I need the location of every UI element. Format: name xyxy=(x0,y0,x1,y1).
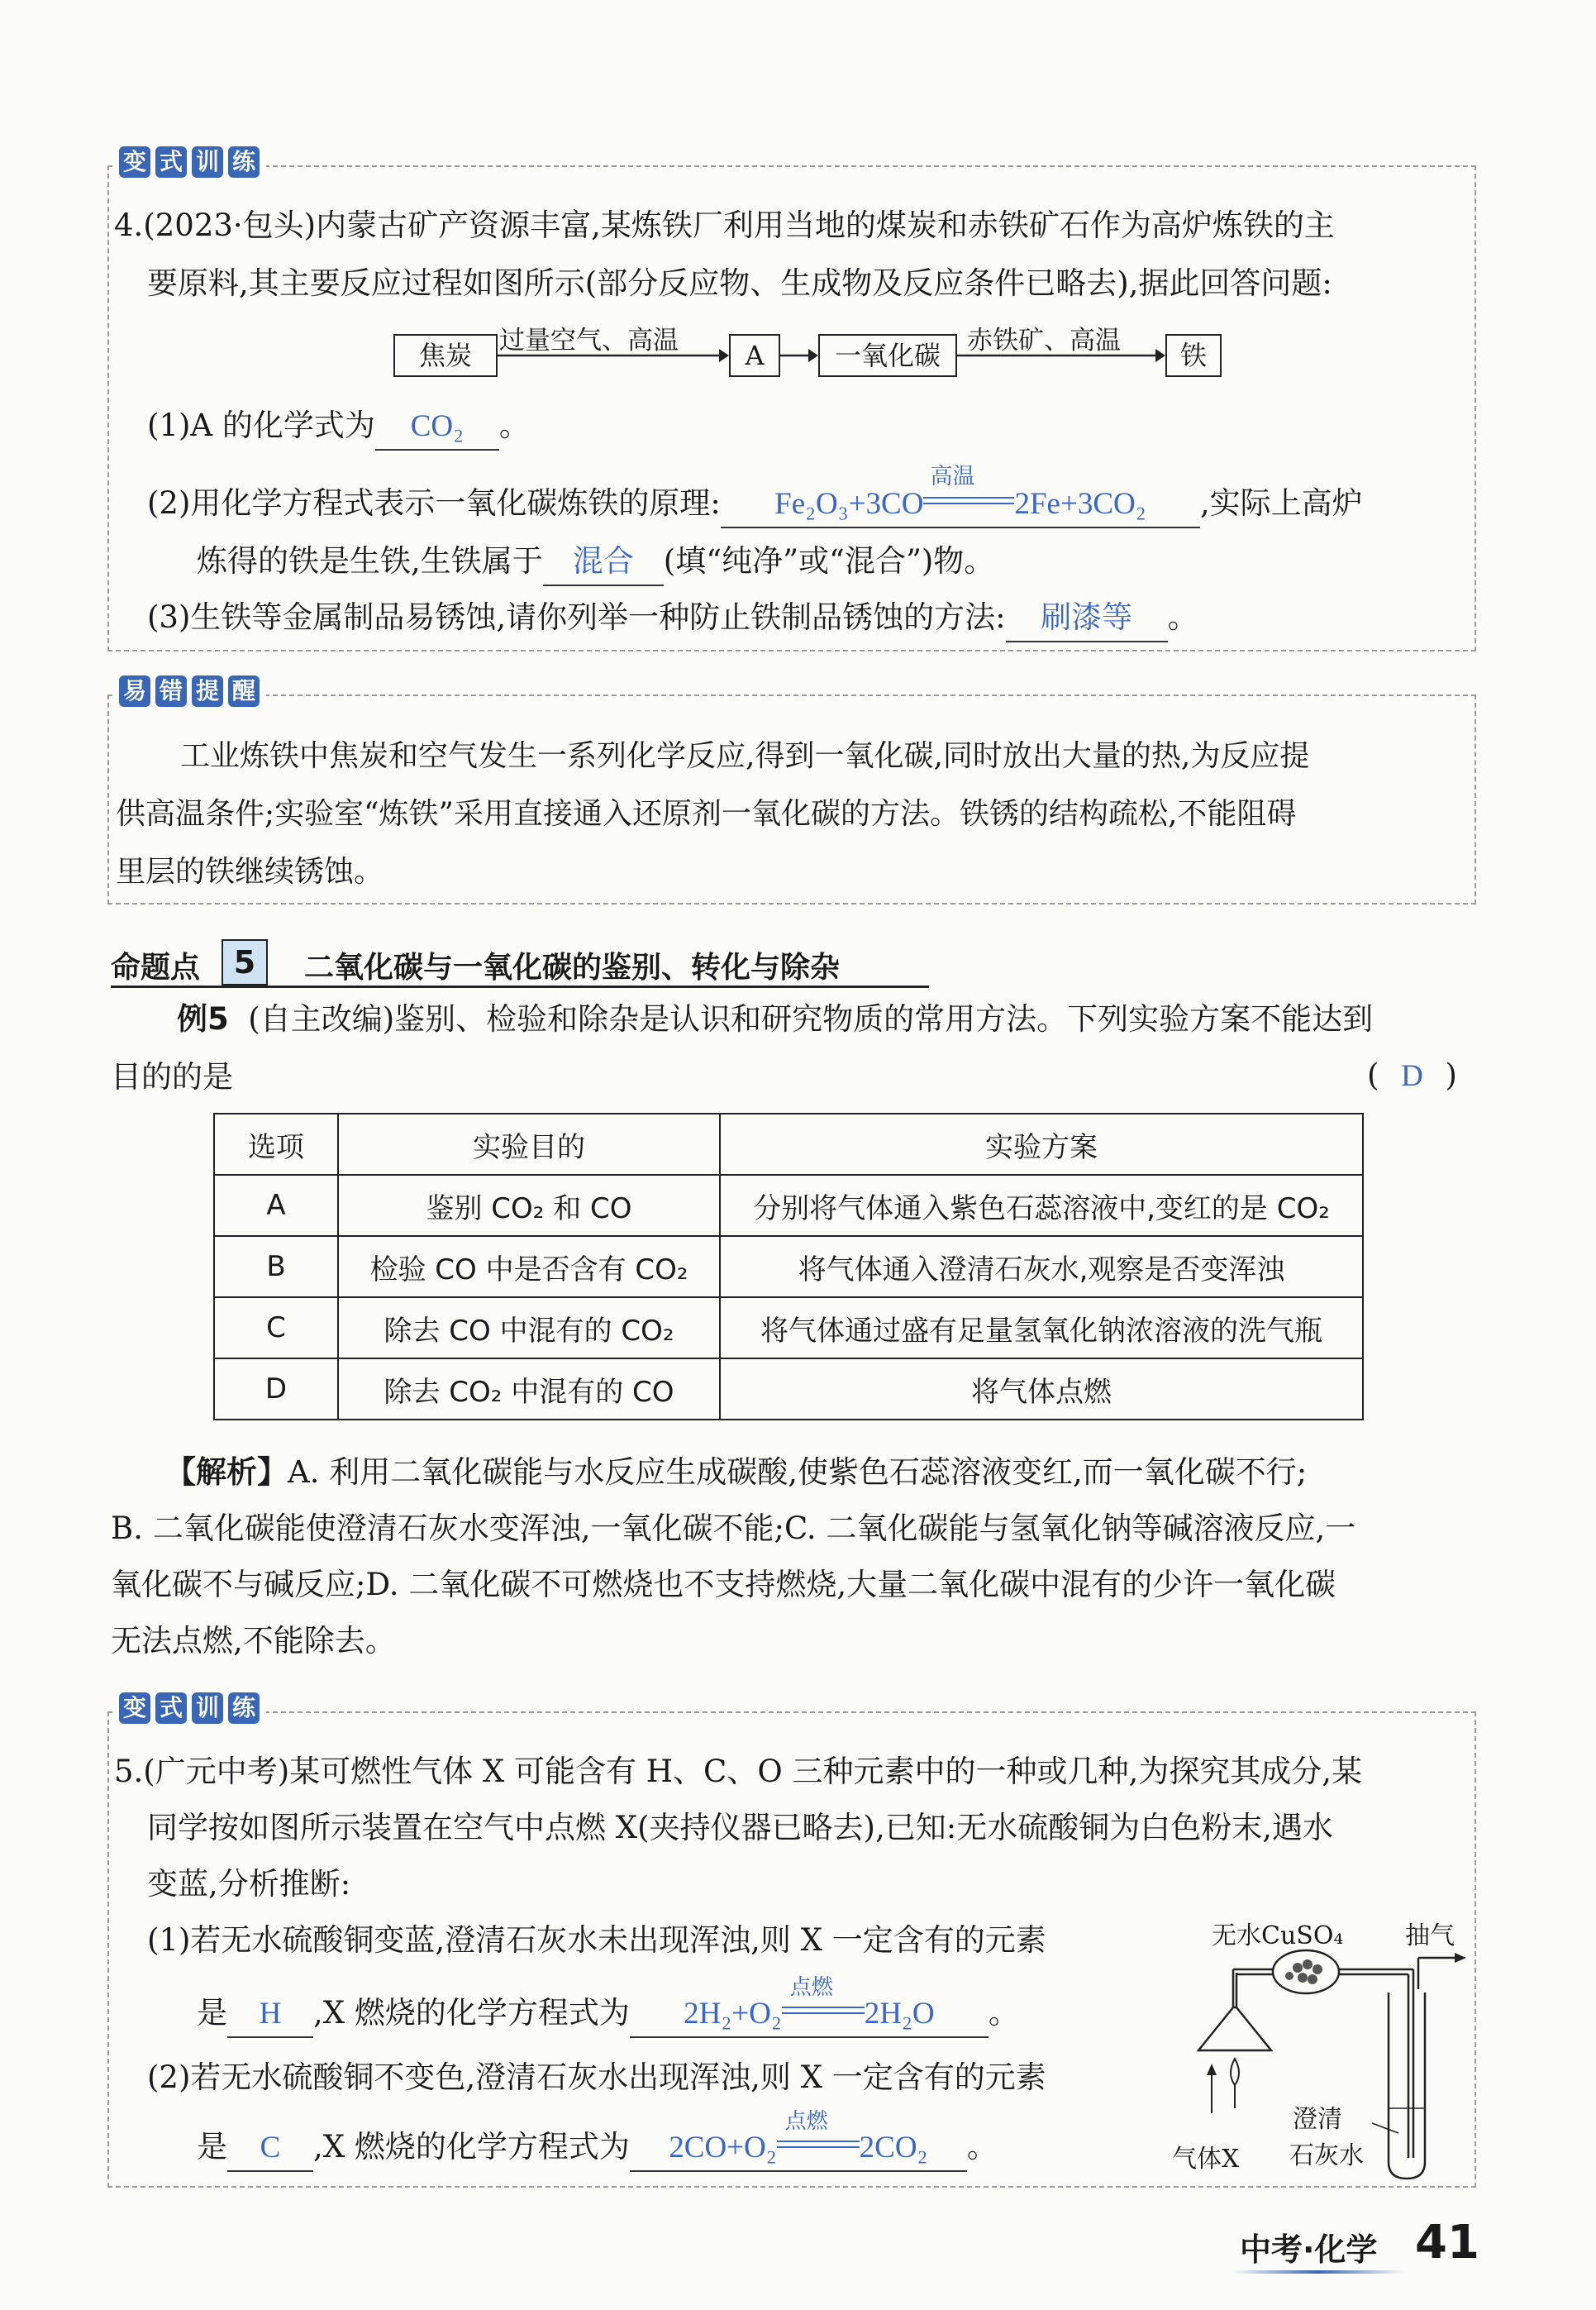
variant-training-tag-2: 变 式 训 练 xyxy=(112,1692,266,1725)
table-cell: 将气体点燃 xyxy=(720,1358,1363,1420)
q5-part-2-line-1: (2)若无水硫酸铜不变色,澄清石灰水出现浑浊,则 X 一定含有的元素 xyxy=(147,2059,1046,2095)
section-number: 5 xyxy=(222,939,268,986)
q4-line-2: 要原料,其主要反应过程如图所示(部分反应物、生成物及反应条件已略去),据此回答问题: xyxy=(147,265,1332,301)
label-gas-x: 气体X xyxy=(1172,2145,1240,2174)
q5-answer-2: C xyxy=(227,2126,313,2172)
error-tip-line-3: 里层的铁继续锈蚀。 xyxy=(116,855,384,889)
label-pump: 抽气 xyxy=(1405,1921,1455,1950)
table-cell: 将气体通入澄清石灰水,观察是否变浑浊 xyxy=(720,1236,1363,1297)
experiment-table xyxy=(213,1113,1364,1420)
q4-answer-1: CO₂ xyxy=(375,404,499,451)
apparatus-figure xyxy=(1165,1910,1471,2183)
q5-answer-1: H xyxy=(227,1992,313,2038)
table-cell: 检验 CO 中是否含有 CO₂ xyxy=(338,1236,720,1297)
table-header: 实验方案 xyxy=(720,1114,1363,1175)
section-title: 二氧化碳与一氧化碳的鉴别、转化与除杂 xyxy=(304,951,841,985)
error-tip-tag: 易 错 提 醒 xyxy=(112,675,266,708)
table-row xyxy=(214,1297,1363,1358)
table-cell: C xyxy=(214,1297,338,1358)
equation-condition-q5-2: 点燃 xyxy=(777,2126,860,2170)
equation-condition-2: 高温 xyxy=(923,482,1014,527)
flow-box-coke: 焦炭 xyxy=(393,334,498,377)
flow-arrow-1 xyxy=(498,346,729,365)
q4-line-1: 4.(2023·包头)内蒙古矿产资源丰富,某炼铁厂利用当地的煤炭和赤铁矿石作为高炉炼铁的主 xyxy=(114,208,1335,243)
table-cell: 分别将气体通入紫色石蕊溶液中,变红的是 CO₂ xyxy=(720,1175,1363,1236)
table-header-row xyxy=(214,1114,1363,1175)
variant-training-tag-1: 变 式 训 练 xyxy=(112,146,266,179)
analysis-line-3: 氧化碳不与碱反应;D. 二氧化碳不可燃烧也不支持燃烧,大量二氧化碳中混有的少许一氧化碳 xyxy=(111,1567,1336,1602)
q4-part-1: (1)A 的化学式为 CO₂ 。 xyxy=(147,403,530,451)
section-header xyxy=(111,939,929,988)
flow-arrow-label-3: 赤铁矿、高温 xyxy=(967,326,1121,356)
flow-arrow-label-1: 过量空气、高温 xyxy=(499,326,679,356)
example-5-answer: ( D ) xyxy=(1367,1057,1457,1093)
error-tip-line-1: 工业炼铁中焦炭和空气发生一系列化学反应,得到一氧化碳,同时放出大量的热,为反应提 xyxy=(180,739,1310,773)
q5-part-2-line-2: 是 C ,X 燃烧的化学方程式为 2CO+O₂ 点燃 2CO₂ 。 xyxy=(197,2125,998,2172)
flow-box-iron: 铁 xyxy=(1165,334,1222,377)
table-row xyxy=(214,1175,1363,1236)
q5-equation-2: 2CO+O₂ 点燃 2CO₂ xyxy=(630,2126,967,2172)
label-cuso4: 无水CuSO₄ xyxy=(1212,1921,1344,1950)
equation-condition-q5-1: 点燃 xyxy=(782,1992,865,2036)
table-cell: 除去 CO 中混有的 CO₂ xyxy=(338,1297,720,1358)
example-5-line-1: 例5 (自主改编)鉴别、检验和除杂是认识和研究物质的常用方法。下列实验方案不能达到 xyxy=(177,1001,1374,1037)
flow-box-co: 一氧化碳 xyxy=(818,334,957,377)
analysis-line-4: 无法点燃,不能除去。 xyxy=(111,1623,396,1659)
table-cell: A xyxy=(214,1175,338,1236)
flow-arrow-2 xyxy=(780,346,818,365)
flow-box-a: A xyxy=(729,334,780,377)
footer-subject: 中考·化学 xyxy=(1240,2231,1378,2268)
analysis-line-2: B. 二氧化碳能使澄清石灰水变浑浊,一氧化碳不能;C. 二氧化碳能与氢氧化钠等碱溶液反应,一 xyxy=(111,1511,1356,1546)
q5-line-1: 5.(广元中考)某可燃性气体 X 可能含有 H、C、O 三种元素中的一种或几种,为探究其成分,某 xyxy=(114,1754,1362,1789)
table-cell: B xyxy=(214,1236,338,1297)
table-cell: 鉴别 CO₂ 和 CO xyxy=(338,1175,720,1236)
table-header: 实验目的 xyxy=(338,1114,720,1175)
q4-answer-3: 刷漆等 xyxy=(1006,596,1168,642)
q4-answer-2: Fe₂O₃+3CO 高温 2Fe+3CO₂ xyxy=(721,482,1200,528)
error-tip-line-2: 供高温条件;实验室“炼铁”采用直接通入还原剂一氧化碳的方法。铁锈的结构疏松,不能阻碍 xyxy=(116,797,1297,831)
table-cell: D xyxy=(214,1358,338,1420)
section-label: 命题点 xyxy=(111,951,201,985)
table-header: 选项 xyxy=(214,1114,338,1175)
page-number: 41 xyxy=(1415,2216,1479,2269)
q5-part-1-line-1: (1)若无水硫酸铜变蓝,澄清石灰水未出现浑浊,则 X 一定含有的元素 xyxy=(147,1922,1046,1958)
table-cell: 除去 CO₂ 中混有的 CO xyxy=(338,1358,720,1420)
q5-line-3: 变蓝,分析推断: xyxy=(147,1866,351,1902)
label-lime-1: 澄清 xyxy=(1293,2105,1342,2134)
q4-part-2-line-2: 炼得的铁是生铁,生铁属于 混合 (填“纯净”或“混合”)物。 xyxy=(197,539,994,586)
label-lime-2: 石灰水 xyxy=(1289,2141,1364,2170)
q5-equation-1: 2H₂+O₂ 点燃 2H₂O xyxy=(630,1992,989,2038)
table-row xyxy=(214,1236,1363,1297)
q4-part-2: (2)用化学方程式表示一氧化碳炼铁的原理: Fe₂O₃+3CO 高温 2Fe+3CO₂ ,实际上高炉 xyxy=(147,481,1363,528)
table-cell: 将气体通过盛有足量氢氧化钠浓溶液的洗气瓶 xyxy=(720,1297,1363,1358)
flow-arrow-3 xyxy=(957,346,1165,365)
analysis-line-1: 【解析】A. 利用二氧化碳能与水反应生成碳酸,使紫色石蕊溶液变红,而一氧化碳不行; xyxy=(165,1454,1308,1490)
footer-underline xyxy=(1232,2270,1405,2274)
q4-part-3: (3)生铁等金属制品易锈蚀,请你列举一种防止铁制品锈蚀的方法: 刷漆等 。 xyxy=(147,595,1198,642)
q4-answer-2b: 混合 xyxy=(543,540,664,586)
q5-part-1-line-2: 是 H ,X 燃烧的化学方程式为 2H₂+O₂ 点燃 2H₂O 。 xyxy=(197,1991,1019,2038)
example-5-line-2: 目的的是 xyxy=(111,1059,233,1095)
q5-line-2: 同学按如图所示装置在空气中点燃 X(夹持仪器已略去),已知:无水硫酸铜为白色粉末,遇水 xyxy=(147,1810,1333,1845)
table-row xyxy=(214,1358,1363,1420)
